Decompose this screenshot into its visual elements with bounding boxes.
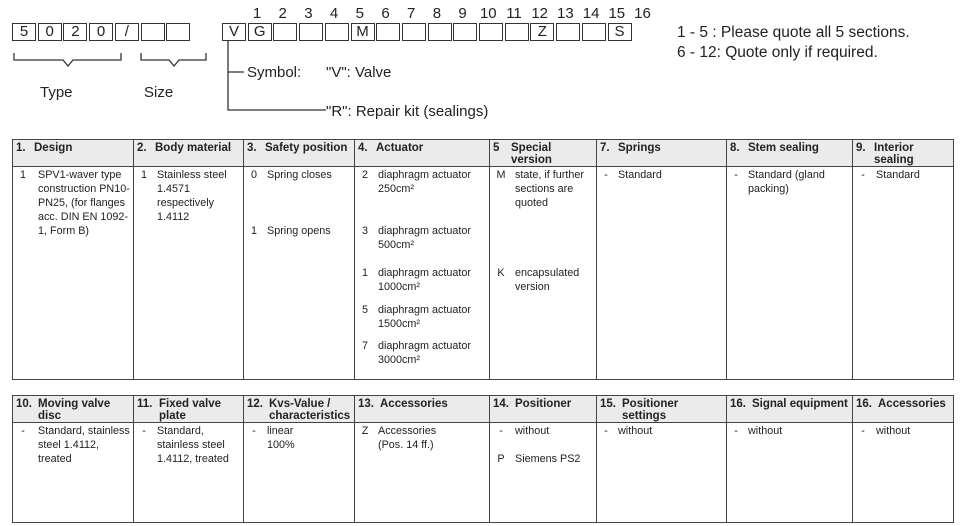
option-text: state, if further sections are quoted	[515, 169, 585, 209]
option-code: -	[499, 425, 503, 437]
selector-code-box	[582, 23, 606, 41]
column-number: 1	[252, 5, 262, 22]
column-number: 8	[432, 5, 442, 22]
size-bracket	[140, 52, 208, 74]
column-header	[13, 140, 134, 167]
option-code: 3	[361, 225, 368, 237]
column-header-label: Signal equipment	[752, 398, 848, 410]
column-header-label: Design	[34, 142, 73, 154]
column-header-label: Positioner	[515, 398, 572, 410]
option-code: 1	[19, 169, 26, 181]
column-header-number: 14.	[493, 398, 509, 410]
signal-equipment-cell	[727, 423, 853, 523]
column-header-number: 13.	[358, 398, 374, 410]
column-header-number: 12.	[247, 398, 263, 410]
option-code: 5	[361, 304, 368, 316]
column-header-number: 3.	[247, 142, 257, 154]
option-code: -	[142, 425, 146, 437]
column-number: 11	[506, 5, 522, 22]
option-text: Siemens PS2	[515, 453, 581, 465]
column-number: 12	[531, 5, 549, 22]
option-text: diaphragm actuator 1500cm²	[378, 304, 472, 330]
column-number: 14	[582, 5, 600, 22]
prefix-code-box: 0	[89, 23, 113, 41]
column-number: 2	[278, 5, 287, 22]
selector-code-box: M	[351, 23, 375, 41]
prefix-code-box: /	[115, 23, 139, 41]
column-header	[727, 396, 853, 423]
column-number: 9	[458, 5, 467, 22]
prefix-code-box	[141, 23, 165, 41]
prefix-code-box: 5	[12, 23, 36, 41]
column-header-number: 10.	[16, 398, 32, 410]
column-header	[134, 396, 244, 423]
option-code: -	[604, 425, 608, 437]
column-header-number: 16.	[856, 398, 872, 410]
column-header-number: 9.	[856, 142, 866, 154]
option-code: 7	[361, 340, 368, 352]
option-text: diaphragm actuator 500cm²	[378, 225, 472, 251]
column-header-number: 4.	[358, 142, 368, 154]
springs-cell	[597, 167, 727, 380]
option-code: -	[21, 425, 25, 437]
selector-code-box: Z	[530, 23, 554, 41]
selector-code-box: G	[248, 23, 272, 41]
option-text: Standard	[876, 169, 920, 181]
symbol-label: Symbol:	[247, 64, 302, 81]
option-code: Z	[361, 425, 369, 437]
option-code: -	[861, 425, 865, 437]
option-text: encapsulated version	[515, 267, 580, 293]
column-header-label: Interior sealing	[874, 142, 914, 166]
fixed-plate-cell	[134, 423, 244, 523]
column-header-label: Safety position	[265, 142, 348, 154]
column-header	[244, 140, 355, 167]
table-2-header-row	[13, 396, 954, 423]
column-header	[853, 396, 954, 423]
selector-code-box	[505, 23, 529, 41]
symbol-repair-kit: "R": Repair kit (sealings)	[326, 103, 489, 120]
selector-code-box	[299, 23, 323, 41]
moving-disc-cell	[13, 423, 134, 523]
option-code: -	[734, 425, 738, 437]
column-number: 5	[355, 5, 364, 22]
size-label: Size	[144, 84, 174, 101]
option-code: -	[604, 169, 608, 181]
column-header-number: 8.	[730, 142, 740, 154]
column-header-label: Kvs-Value / characteristics	[269, 398, 351, 422]
option-text: Spring closes	[267, 169, 332, 181]
column-header	[244, 396, 355, 423]
option-text: linear 100%	[267, 425, 295, 451]
column-header-label: Positioner settings	[622, 398, 679, 422]
option-code: -	[252, 425, 256, 437]
selector-code-box	[376, 23, 400, 41]
column-header	[355, 396, 490, 423]
positioner-settings-cell	[597, 423, 727, 523]
type-bracket	[13, 52, 123, 74]
accessories-2-cell	[853, 423, 954, 523]
table-1-body-row	[13, 167, 954, 380]
table-2-body-row	[13, 423, 954, 523]
safety-position-cell	[244, 167, 355, 380]
column-header	[597, 140, 727, 167]
column-header-label: Accessories	[878, 398, 946, 410]
option-code: 1	[361, 267, 368, 279]
interior-sealing-cell	[853, 167, 954, 380]
option-text: Standard, stainless steel 1.4112, treated	[157, 425, 229, 465]
column-number: 16	[634, 5, 651, 22]
option-code: 0	[250, 169, 257, 181]
actuator-cell	[355, 167, 490, 380]
column-header-label: Moving valve disc	[38, 398, 111, 422]
option-text: without	[748, 425, 783, 437]
type-label: Type	[40, 84, 73, 101]
option-code: -	[734, 169, 738, 181]
column-header	[355, 140, 490, 167]
note-2: 6 - 12: Quote only if required.	[677, 44, 878, 61]
selector-code-box	[428, 23, 452, 41]
option-text: diaphragm actuator 250cm²	[378, 169, 472, 195]
column-number: 10	[479, 5, 497, 22]
column-header-number: 2.	[137, 142, 147, 154]
column-header-number: 16.	[730, 398, 746, 410]
column-number: 13	[557, 5, 574, 22]
column-number: 3	[304, 5, 313, 22]
option-code: 1	[140, 169, 147, 181]
selector-code-box	[402, 23, 426, 41]
selector-code-box	[453, 23, 477, 41]
option-text: Accessories (Pos. 14 ff.)	[378, 425, 437, 451]
option-text: Standard, stainless steel 1.4112, treated	[38, 425, 130, 465]
body-material-cell	[134, 167, 244, 380]
column-header	[597, 396, 727, 423]
option-text: Stainless steel 1.4571 respectively 1.4112	[157, 169, 227, 223]
column-number: 15	[608, 5, 626, 22]
option-code: P	[497, 453, 505, 465]
symbol-valve: "V": Valve	[326, 64, 392, 81]
option-code: K	[497, 267, 505, 279]
accessories-cell	[355, 423, 490, 523]
column-header	[727, 140, 853, 167]
column-header-number: 1.	[16, 142, 26, 154]
column-header-label: Fixed valve plate	[159, 398, 222, 422]
option-text: without	[515, 425, 550, 437]
selector-code-box	[556, 23, 580, 41]
table-1-header-row	[13, 140, 954, 167]
column-header	[490, 140, 597, 167]
selector-code-box: V	[222, 23, 246, 41]
option-code: -	[861, 169, 865, 181]
option-text: diaphragm actuator 1000cm²	[378, 267, 472, 293]
option-text: without	[618, 425, 653, 437]
option-text: without	[876, 425, 911, 437]
prefix-code-box	[166, 23, 190, 41]
column-header	[490, 396, 597, 423]
options-table-2	[12, 395, 954, 523]
selector-code-box: S	[608, 23, 632, 41]
selector-code-box	[479, 23, 503, 41]
option-code: M	[496, 169, 506, 181]
column-header	[134, 140, 244, 167]
kvs-cell	[244, 423, 355, 523]
option-text: Standard	[618, 169, 662, 181]
column-header-number: 5	[493, 142, 500, 154]
stem-sealing-cell	[727, 167, 853, 380]
column-header-label: Actuator	[376, 142, 424, 154]
column-header-number: 15.	[600, 398, 616, 410]
column-header	[13, 396, 134, 423]
selector-code-box	[325, 23, 349, 41]
design-cell	[13, 167, 134, 380]
option-code: 1	[250, 225, 257, 237]
options-table-1	[12, 139, 954, 380]
option-text: Spring opens	[267, 225, 331, 237]
selector-code-box	[273, 23, 297, 41]
prefix-code-box: 0	[38, 23, 62, 41]
column-header-label: Accessories	[380, 398, 448, 410]
column-header-number: 11.	[137, 398, 153, 410]
positioner-cell	[490, 423, 597, 523]
prefix-code-box: 2	[63, 23, 87, 41]
column-header	[853, 140, 954, 167]
column-header-label: Springs	[618, 142, 661, 154]
column-number: 6	[381, 5, 390, 22]
column-header-number: 7.	[600, 142, 610, 154]
option-text: diaphragm actuator 3000cm²	[378, 340, 472, 366]
column-header-label: Special version	[511, 142, 552, 166]
special-version-cell	[490, 167, 597, 380]
option-text: Standard (gland packing)	[748, 169, 825, 195]
note-1: 1 - 5 : Please quote all 5 sections.	[677, 24, 910, 41]
column-number: 7	[407, 5, 416, 22]
column-header-label: Stem sealing	[748, 142, 819, 154]
option-text: SPV1-waver type construction PN10-PN25, (for flanges acc. DIN EN 1092-1, Form B)	[38, 169, 130, 237]
column-header-label: Body material	[155, 142, 232, 154]
column-number: 4	[329, 5, 339, 22]
option-code: 2	[361, 169, 368, 181]
